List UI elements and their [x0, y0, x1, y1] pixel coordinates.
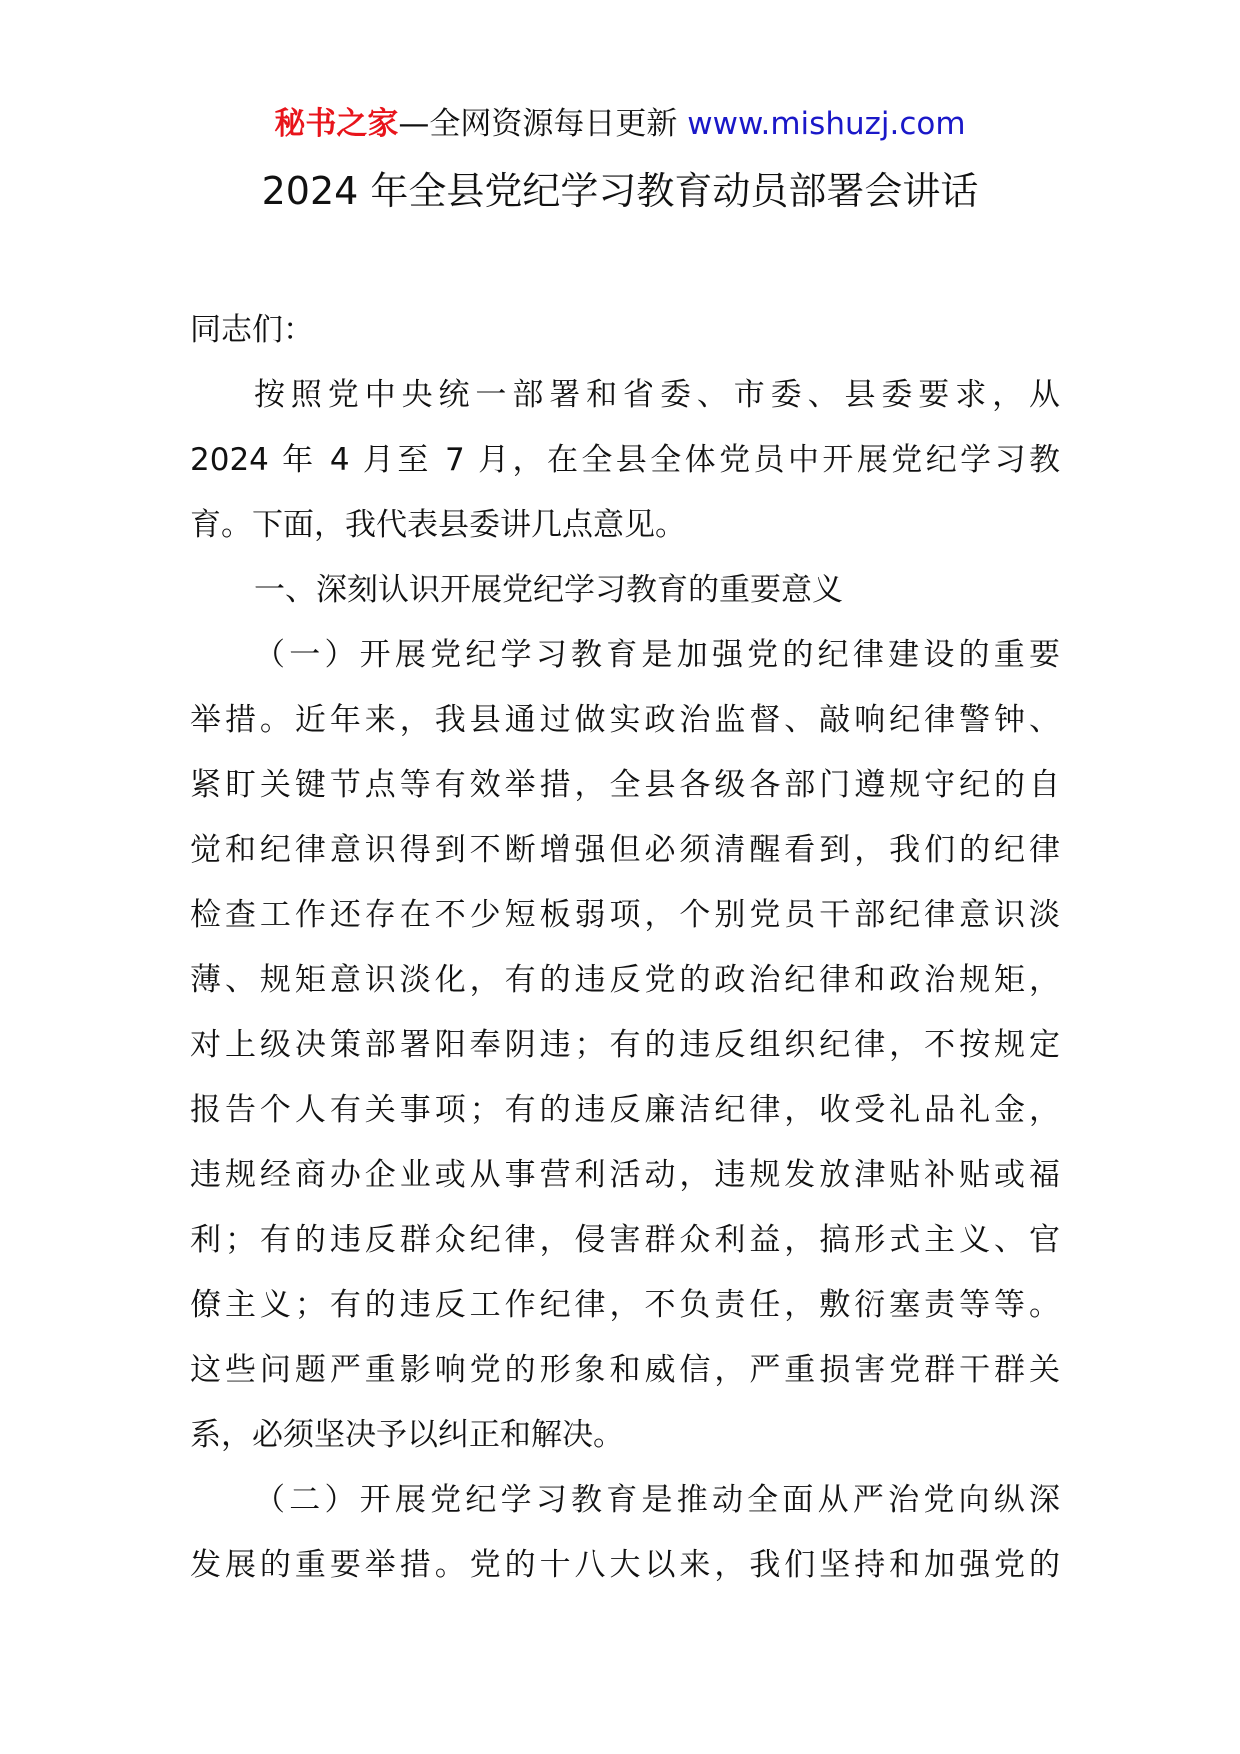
- paragraph-line: 对上级决策部署阳奉阴违；有的违反组织纪律，不按规定: [190, 1027, 1060, 1063]
- section-heading: 一、深刻认识开展党纪学习教育的重要意义: [254, 572, 843, 608]
- header-banner: [0, 100, 1240, 148]
- paragraph-line: 发展的重要举措。党的十八大以来，我们坚持和加强党的: [190, 1547, 1060, 1583]
- document-body: [190, 298, 1060, 1598]
- paragraph-line: 育。下面，我代表县委讲几点意见。: [190, 507, 686, 543]
- paragraph-line: 举措。近年来，我县通过做实政治监督、敲响纪律警钟、: [190, 702, 1060, 738]
- paragraph-line: 系，必须坚决予以纠正和解决。: [190, 1417, 624, 1453]
- paragraph-line: 紧盯关键节点等有效举措，全县各级各部门遵规守纪的自: [190, 767, 1060, 803]
- paragraph-line: （一）开展党纪学习教育是加强党的纪律建设的重要: [254, 637, 1060, 673]
- salutation-line: 同志们：: [190, 312, 314, 348]
- paragraph-line: 2024 年 4 月至 7 月，在全县全体党员中开展党纪学习教: [190, 442, 1060, 478]
- paragraph-line: （二）开展党纪学习教育是推动全面从严治党向纵深: [254, 1482, 1060, 1518]
- paragraph-line: 按照党中央统一部署和省委、市委、县委要求，从: [254, 377, 1060, 413]
- paragraph-line: 薄、规矩意识淡化，有的违反党的政治纪律和政治规矩，: [190, 962, 1060, 998]
- header-tagline: —全网资源每日更新: [398, 106, 678, 142]
- paragraph-line: 违规经商办企业或从事营利活动，违规发放津贴补贴或福: [190, 1157, 1060, 1193]
- paragraph-line: 检查工作还存在不少短板弱项，个别党员干部纪律意识淡: [190, 897, 1060, 933]
- paragraph-line: 报告个人有关事项；有的违反廉洁纪律，收受礼品礼金，: [190, 1092, 1060, 1128]
- paragraph-line: 利；有的违反群众纪律，侵害群众利益，搞形式主义、官: [190, 1222, 1060, 1258]
- paragraph-line: 觉和纪律意识得到不断增强但必须清醒看到，我们的纪律: [190, 832, 1060, 868]
- paragraph-line: 这些问题严重影响党的形象和威信，严重损害党群干群关: [190, 1352, 1060, 1388]
- site-url-link[interactable]: www.mishuzj.com: [687, 106, 966, 142]
- paragraph-line: 僚主义；有的违反工作纪律，不负责任，敷衍塞责等等。: [190, 1287, 1060, 1323]
- brand-name: 秘书之家: [274, 106, 399, 142]
- document-title: 2024 年全县党纪学习教育动员部署会讲话: [261, 169, 979, 213]
